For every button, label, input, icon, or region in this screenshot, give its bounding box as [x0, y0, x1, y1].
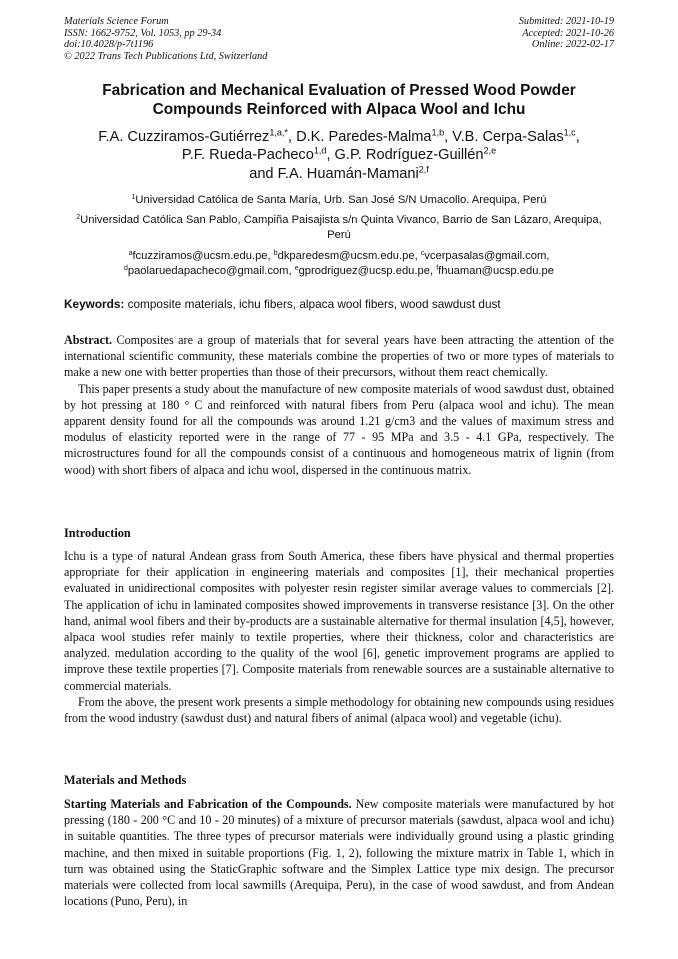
email-link[interactable]: gprodriguez@ucsp.edu.pe — [298, 265, 430, 277]
accepted-date: Accepted: 2021-10-26 — [522, 27, 614, 39]
author-name: F.A. Cuzziramos-Gutiérrez — [98, 129, 270, 145]
introduction-paragraph-1: Ichu is a type of natural Andean grass from South America, these fibers have physical and thermal properties appropriate for their application in engineering materials and composites [1], their mechanical properties evaluated in unidirectional composites with polyester resin register similar average values to commercials [2]. The application of ichu in laminated composites showed improvements in transverse resistance [3]. On the other hand, animal wool fibers and their by-products are a sustainable alternative for thermal insulation [4,5], however, alpaca wool studies refer mainly to textile properties, where their thickness, color and characteristics are analyzed. medulation according to the quality of the wool [6], genetic improvement programs are applied to improve these textile properties [7]. Composite materials from renewable sources are a sustainable alternative to commercial materials. — [64, 549, 614, 693]
keywords-text: composite materials, ichu fibers, alpaca wool fibers, wood sawdust dust — [124, 297, 501, 311]
affiliation-1 — [64, 193, 614, 208]
submitted-date: Submitted: 2021-10-19 — [518, 16, 614, 27]
methods-text: New composite materials were manufactured by hot pressing (180 - 200 °C and 10 - 20 minutes) of a mixture of precursor materials (sawdust, alpaca wool and ichu) in suitable quantities. The three types of precursor materials were individually ground using a plastic grinding machine, and then mixed in suitable proportions (Fig. 1, 2), following the mixture matrix in Table 1, which in turn was obtained using the StaticGraphic software and the Simplex Lattice type mix design. The precursor materials were collected from local sawmills (Arequipa, Peru), in the case of wood sawdust, and from Andean locations (Puno, Peru), in — [64, 797, 615, 909]
abstract — [64, 332, 614, 478]
email-link[interactable]: fhuaman@ucsp.edu.pe — [438, 265, 554, 277]
author-name: V.B. Cerpa-Salas — [452, 129, 564, 145]
author-line-3 — [64, 165, 614, 183]
title-line-2: Compounds Reinforced with Alpaca Wool and Ichu — [152, 101, 526, 118]
author-conjunction: and — [249, 165, 278, 182]
email-list — [64, 249, 614, 279]
affiliation-mark: 2 — [76, 213, 81, 221]
email-line-1 — [64, 249, 614, 264]
author-line-2 — [64, 146, 614, 164]
keywords — [64, 297, 614, 312]
email-link[interactable]: dkparedesm@ucsm.edu.pe — [277, 250, 415, 262]
issn-volume: ISSN: 1662-9752, Vol. 1053, pp 29-34 — [64, 27, 222, 39]
author-separator: , — [444, 129, 453, 145]
copyright: © 2022 Trans Tech Publications Ltd, Switzerland — [64, 50, 268, 62]
author-separator: , — [287, 129, 297, 145]
email-separator: , — [288, 265, 295, 277]
author-name: F.A. Huamán-Mamani — [277, 165, 419, 182]
email-mark: a — [128, 249, 133, 257]
doi: doi:10.4028/p-7t1196 — [64, 39, 154, 51]
paper-title — [64, 81, 614, 119]
affiliation-text: Universidad Católica de Santa María, Urb. San José S/N Umacollo. Arequipa, Perú — [135, 194, 547, 206]
methods-subheading: Starting Materials and Fabrication of the Compounds. — [64, 797, 352, 811]
running-header-left — [64, 16, 267, 62]
email-separator: , — [414, 250, 421, 262]
methods-body — [64, 796, 614, 909]
email-mark: f — [436, 264, 439, 272]
author-affil-mark: 2,e — [483, 145, 497, 156]
author-separator: , — [575, 129, 580, 145]
email-link[interactable]: vcerpasalas@gmail.com — [424, 250, 547, 262]
email-mark: b — [273, 249, 278, 257]
affiliation-mark: 1 — [131, 193, 136, 201]
email-separator: , — [546, 250, 550, 262]
email-mark: c — [420, 249, 425, 257]
title-line-1: Fabrication and Mechanical Evaluation of Pressed Wood Powder — [102, 82, 576, 99]
keywords-label: Keywords: — [64, 297, 125, 311]
abstract-text: Composites are a group of materials that for several years have been attracting the attention of the international scientific community, these materials combine the properties of two or more types of materials to make a new one with better properties than those of their precursors, without them react chemically. — [64, 333, 614, 380]
author-affil-mark: 2,f — [418, 164, 429, 175]
email-separator: , — [267, 250, 274, 262]
author-list — [64, 128, 614, 183]
email-separator: , — [429, 265, 437, 277]
affiliation-2 — [64, 213, 614, 243]
email-mark: e — [294, 264, 299, 272]
author-name: G.P. Rodríguez-Guillén — [334, 147, 484, 164]
author-line-1 — [64, 128, 614, 146]
abstract-label: Abstract. — [64, 333, 113, 347]
abstract-paragraph-1 — [64, 332, 614, 381]
abstract-paragraph-2: This paper presents a study about the manufacture of new composite materials of wood sawdust dust, obtained by hot pressing at 180 ° C and reinforced with natural fibers from Peru (alpaca wool and ichu). The mean apparent density found for all the compounds was around 1.21 g/cm3 and the values of maximum stress and modulus of elasticity reported were in the range of 77 - 95 MPa and 3.5 - 4.1 GPa, respectively. The microstructures found for all the compounds consist of a continuous and homogeneous matrix of lignin (from wood) with short fibers of alpaca and ichu wool, dispersed in the continuous matrix. — [64, 381, 614, 477]
running-header-right — [519, 16, 614, 51]
author-name: P.F. Rueda-Pacheco — [181, 147, 314, 164]
author-separator: , — [326, 147, 335, 164]
affiliation-text: Universidad Católica San Pablo, Campiña Paisajista s/n Quinta Vivanco, Barrio de San Lázaro, Arequipa, Perú — [80, 214, 602, 241]
methods-paragraph-1 — [64, 796, 614, 909]
email-link[interactable]: paolaruedapacheco@gmail.com — [127, 265, 289, 277]
author-affil-mark: 1,b — [431, 127, 445, 138]
author-affil-mark: 1,d — [313, 145, 327, 156]
author-affil-mark: 1,a,* — [269, 127, 288, 138]
author-affil-mark: 1,c — [563, 127, 576, 138]
online-date: Online: 2022-02-17 — [531, 39, 614, 51]
journal-name: Materials Science Forum — [64, 16, 169, 27]
introduction-heading: Introduction — [64, 526, 131, 540]
email-link[interactable]: fcuzziramos@ucsm.edu.pe — [132, 250, 268, 262]
author-name: D.K. Paredes-Malma — [296, 129, 432, 145]
methods-heading: Materials and Methods — [64, 773, 187, 787]
introduction-body — [64, 548, 614, 726]
email-line-2 — [64, 264, 614, 279]
introduction-paragraph-2: From the above, the present work presents a simple methodology for obtaining new compounds using residues from the wood industry (sawdust dust) and natural fibers of animal (alpaca wool) and vegetable (ichu). — [64, 694, 614, 726]
email-mark: d — [124, 264, 128, 272]
